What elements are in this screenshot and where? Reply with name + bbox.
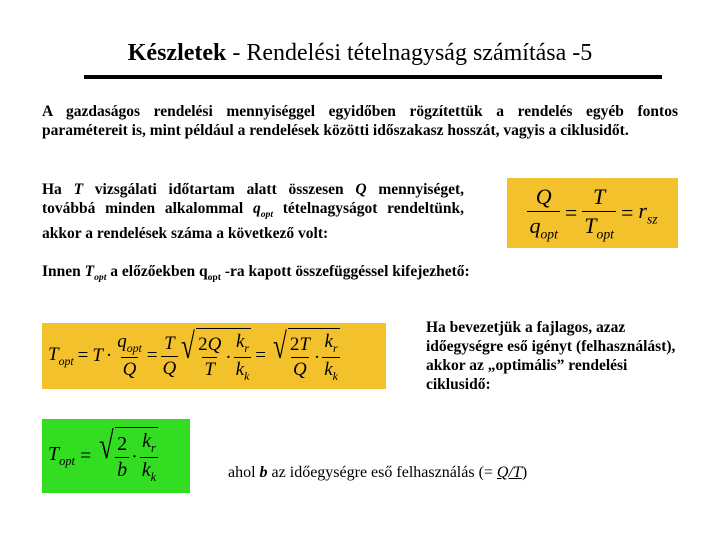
specific-demand-paragraph: Ha bevezetjük a fajlagos, azaz időegységre eső igényt (felhasználást), akkor az „optimális” rendelési ciklusidő:: [426, 319, 676, 393]
title-bold: Készletek: [127, 40, 227, 66]
fraction-Q-over-qopt: $\frac{Q}{q_{opt}}$: [529, 183, 558, 242]
page-title: [0, 38, 720, 68]
topt-paragraph: Innen $T_{opt}$ a előzőekben $q_{opt}$ -ra kapott összefüggéssel kifejezhető:: [42, 263, 470, 284]
sqrt-1: √ $\frac{2Q}{T}$ · $\frac{k_r}{k_k}$: [181, 326, 250, 383]
b-definition: ahol b az időegységre eső felhasználás (= Q/T): [228, 464, 528, 481]
sqrt-3: √ $\frac{2}{b}$ · $\frac{k_r}{k_k}$: [99, 425, 157, 484]
fraction-T-over-Topt: $\frac{T}{T_{opt}}$: [584, 183, 614, 242]
formula-optimal-cycle-time: $T_{opt}$ = √ $\frac{2}{b}$ · $\frac{k_r}{k_k}$: [42, 419, 190, 493]
sqrt-2: √ $\frac{2T}{Q}$ · $\frac{k_r}{k_k}$: [272, 326, 338, 383]
title-rule: [84, 75, 662, 79]
formula-order-count: $\frac{Q}{q_{opt}}$ = $\frac{T}{T_{opt}}$ = $r_{sz}$: [507, 178, 678, 248]
intro-paragraph: A gazdaságos rendelési mennyiséggel egyidőben rögzítettük a rendelés egyéb fontos paramétereit is, mint például a rendelések közötti időszakasz hosszát, vagyis a ciklusidőt.: [42, 103, 678, 139]
orders-count-paragraph: Ha T vizsgálati időtartam alatt összesen Q mennyiséget, továbbá minden alkalommal $q_{opt}$ tételnagyságot rendeltünk, akkor a rendelések száma a következő volt:: [42, 181, 465, 243]
formula-topt-derivation: $T_{opt}$ = T · $\frac{q_{opt}}{Q}$ = $\frac{T}{Q}$ √ $\frac{2Q}{T}$ · $\frac{k_r}{k_k}$ = √ $\frac{2T}{Q}$ · $\frac{k_r}{k_k}$: [42, 323, 386, 389]
title-rest: - Rendelési tételnagyság számítása -5: [226, 40, 593, 66]
